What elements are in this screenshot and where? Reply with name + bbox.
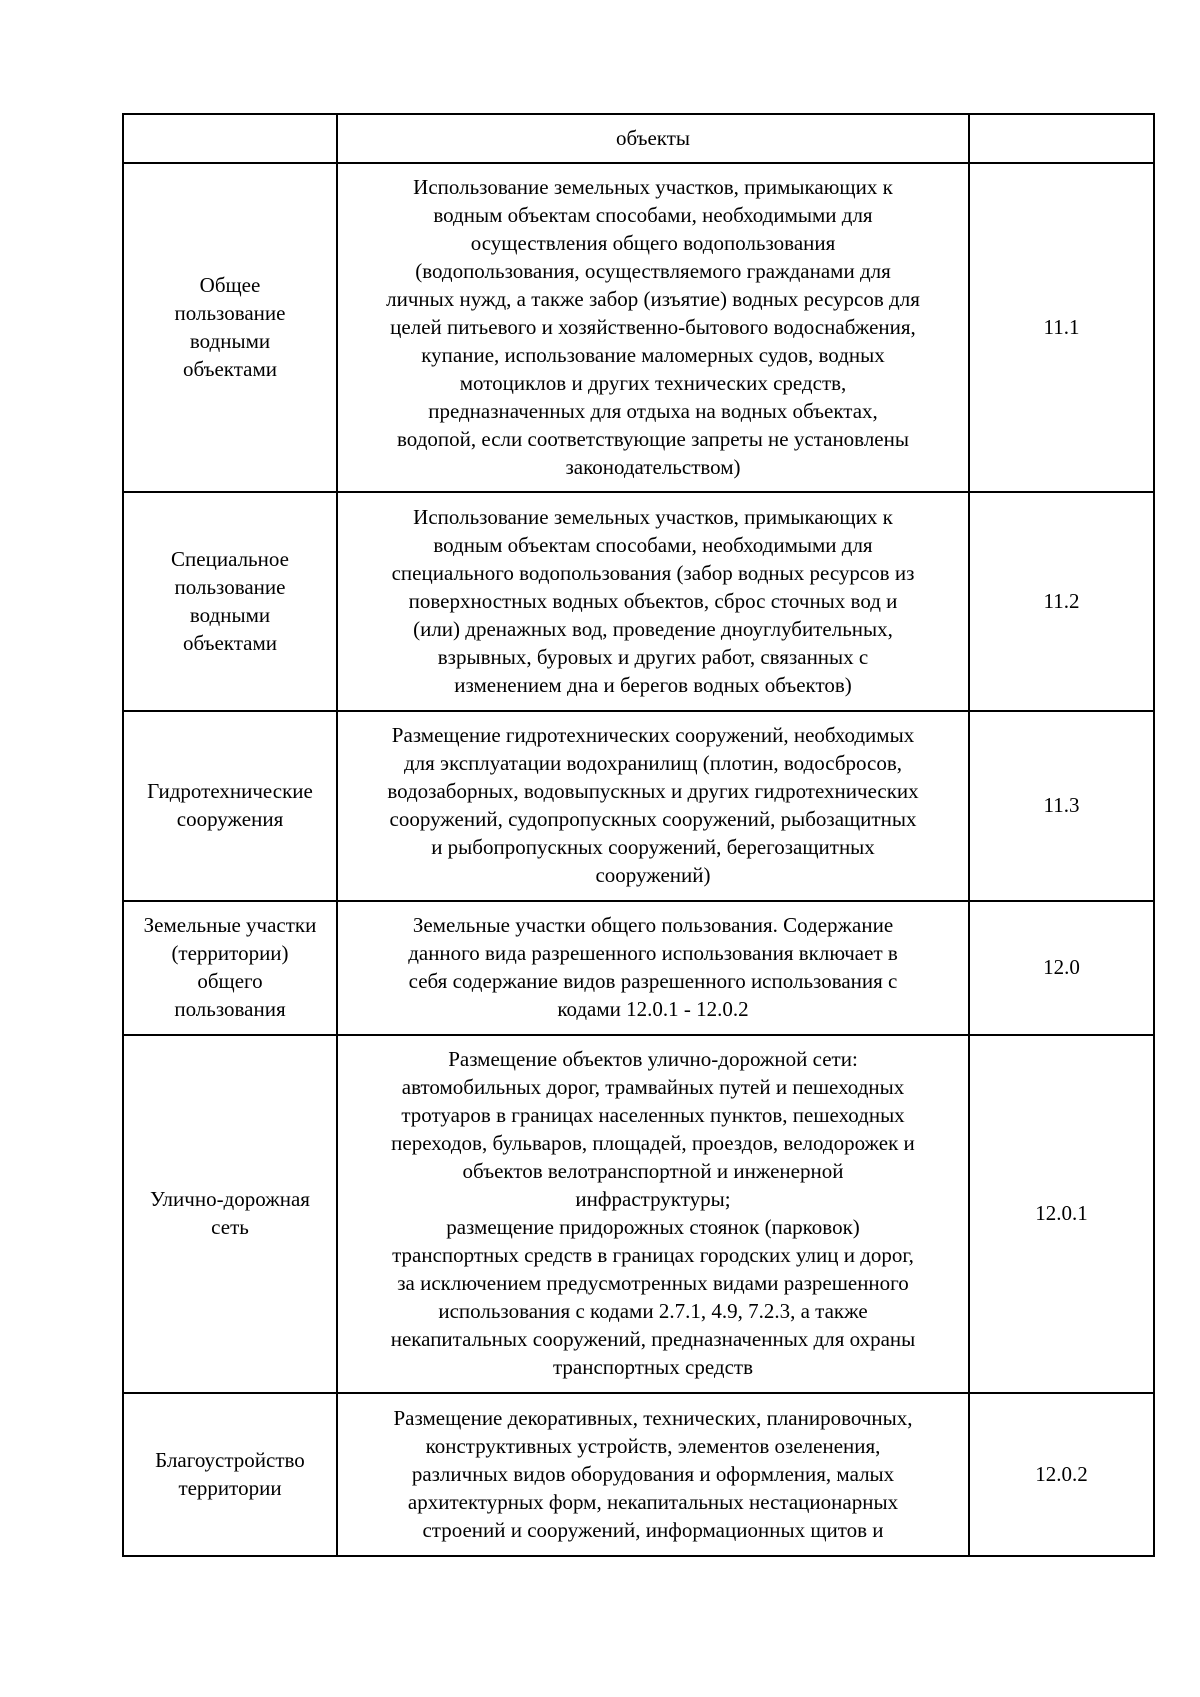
use-name-cell: Благоустройство территории [123,1393,337,1556]
use-code-cell: 11.3 [969,711,1154,901]
use-description-cell: Размещение декоративных, технических, планировочных, конструктивных устройств, элементов озеленения, различных видов оборудования и оформления, малых архитектурных форм, некапитальных нестационарных строений и сооружений, информационных щитов и [337,1393,969,1556]
use-name-cell: Общее пользование водными объектами [123,163,337,492]
use-code-cell: 12.0.2 [969,1393,1154,1556]
use-name-cell [123,114,337,163]
use-description-cell: Земельные участки общего пользования. Содержание данного вида разрешенного использования включает в себя содержание видов разрешенного использования с кодами 12.0.1 - 12.0.2 [337,901,969,1035]
use-name-cell: Гидротехнические сооружения [123,711,337,901]
use-description-cell: Размещение объектов улично-дорожной сети: автомобильных дорог, трамвайных путей и пешеходных тротуаров в границах населенных пунктов, пешеходных переходов, бульваров, площадей, проездов, велодорожек и объектов велотранспортной и инженерной инфраструктуры; размещение придорожных стоянок (парковок) транспортных средств в границах городских улиц и дорог, за исключением предусмотренных видами разрешенного использования с кодами 2.7.1, 4.9, 7.2.3, а также некапитальных сооружений, предназначенных для охраны транспортных средств [337,1035,969,1393]
use-description-cell: Использование земельных участков, примыкающих к водным объектам способами, необходимыми для осуществления общего водопользования (водопользования, осуществляемого гражданами для личных нужд, а также забор (изъятие) водных ресурсов для целей питьевого и хозяйственно-бытового водоснабжения, купание, использование маломерных судов, водных мотоциклов и других технических средств, предназначенных для отдыха на водных объектах, водопой, если соответствующие запреты не установлены законодательством) [337,163,969,492]
use-description-cell: Размещение гидротехнических сооружений, необходимых для эксплуатации водохранилищ (плотин, водосбросов, водозаборных, водовыпускных и других гидротехнических сооружений, судопропускных сооружений, рыбозащитных и рыбопропускных сооружений, берегозащитных сооружений) [337,711,969,901]
table-row [123,163,1154,492]
use-description-cell: объекты [337,114,969,163]
use-description-cell: Использование земельных участков, примыкающих к водным объектам способами, необходимыми для специального водопользования (забор водных ресурсов из поверхностных водных объектов, сброс сточных вод и (или) дренажных вод, проведение дноуглубительных, взрывных, буровых и других работ, связанных с изменением дна и берегов водных объектов) [337,492,969,711]
use-code-cell: 11.1 [969,163,1154,492]
table-row [123,1035,1154,1393]
use-name-cell: Земельные участки (территории) общего пользования [123,901,337,1035]
land-use-table [122,113,1155,1557]
use-code-cell: 11.2 [969,492,1154,711]
table-row [123,711,1154,901]
use-code-cell: 12.0.1 [969,1035,1154,1393]
table-row [123,1393,1154,1556]
table-row [123,901,1154,1035]
table-row [123,492,1154,711]
table-row [123,114,1154,163]
use-code-cell: 12.0 [969,901,1154,1035]
use-name-cell: Специальное пользование водными объектами [123,492,337,711]
use-code-cell [969,114,1154,163]
use-name-cell: Улично-дорожная сеть [123,1035,337,1393]
